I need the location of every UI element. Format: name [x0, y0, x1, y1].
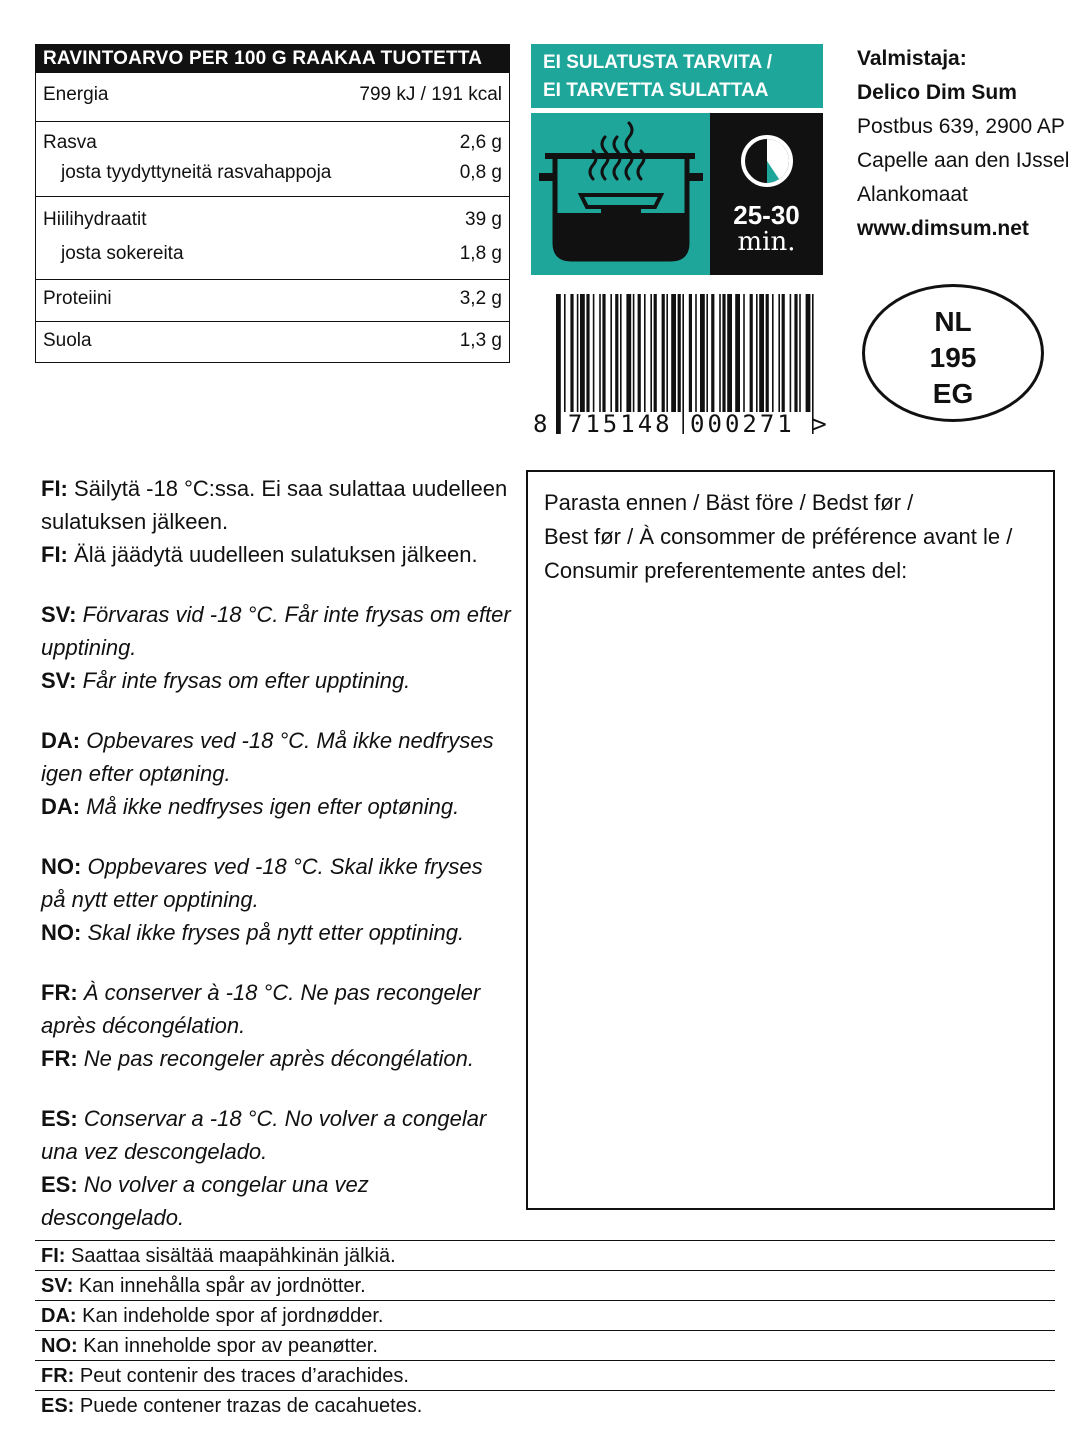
allergen-text: Kan indeholde spor af jordnødder.: [82, 1305, 384, 1327]
allergen-code: FR:: [41, 1365, 75, 1387]
allergen-row: [35, 1390, 1055, 1420]
no-thaw-line1: EI SULATUSTA TARVITA /: [543, 52, 773, 73]
barcode-digits: 8 715148 000271 >: [533, 410, 830, 438]
nutrition-group-fat: [36, 121, 509, 196]
storage-da: [41, 724, 511, 823]
allergen-text: Puede contener trazas de cacahuetes.: [79, 1395, 423, 1417]
health-mark-oval: [862, 284, 1044, 422]
allergen-row: [35, 1270, 1055, 1300]
nutrition-row-salt: [36, 328, 509, 354]
protein-value: 3,2 g: [459, 288, 502, 309]
nutrition-row-energy: [36, 73, 509, 121]
manufacturer-website: www.dimsum.net: [857, 217, 1029, 240]
allergen-row: [35, 1300, 1055, 1330]
storage-code: DA:: [41, 794, 81, 819]
allergen-text: Kan inneholde spor av peanøtter.: [83, 1335, 378, 1357]
storage-code: ES:: [41, 1172, 78, 1197]
manufacturer-label: Valmistaja:: [857, 47, 967, 70]
energy-value: 799 kJ / 191 kcal: [359, 84, 502, 105]
nutrition-row-saturated: [36, 156, 509, 190]
allergen-text: Kan innehålla spår av jordnötter.: [78, 1275, 366, 1297]
sugars-label: josta sokereita: [61, 243, 184, 264]
storage-text: Får inte frysas om efter upptining.: [82, 668, 411, 693]
nutrition-row-carbs: [36, 205, 509, 235]
nutrition-group-carbs: [36, 196, 509, 279]
best-before-box: [526, 470, 1055, 1210]
clock-icon: [739, 133, 795, 189]
storage-text: Älä jäädytä uudelleen sulatuksen jälkeen.: [74, 542, 478, 567]
cooking-method-panel: [531, 113, 710, 275]
storage-text: Må ikke nedfryses igen efter optøning.: [86, 794, 460, 819]
storage-code: SV:: [41, 668, 77, 693]
best-before-line1: Parasta ennen / Bäst före / Bedst før /: [544, 490, 914, 515]
storage-text: Ne pas recongeler après décongélation.: [83, 1046, 474, 1071]
fat-value: 2,6 g: [459, 132, 502, 153]
allergen-code: SV:: [41, 1275, 74, 1297]
no-thaw-line2: EI TARVETTA SULATTAA: [543, 80, 769, 101]
allergen-list: [35, 1240, 1055, 1420]
allergen-code: DA:: [41, 1305, 77, 1327]
storage-code: FR:: [41, 980, 78, 1005]
nutrition-row-sugars: [36, 235, 509, 273]
storage-text: Opbevares ved -18 °C. Må ikke nedfryses igen efter optøning.: [41, 728, 494, 786]
salt-value: 1,3 g: [459, 330, 502, 351]
manufacturer-name: Delico Dim Sum: [857, 81, 1017, 104]
manufacturer-address1: Postbus 639, 2900 AP: [857, 115, 1065, 138]
storage-no: [41, 850, 511, 949]
health-mark-line1: NL: [934, 306, 972, 337]
saturated-value: 0,8 g: [459, 162, 502, 183]
storage-code: FR:: [41, 1046, 78, 1071]
no-thaw-banner: [531, 44, 823, 108]
storage-code: DA:: [41, 728, 81, 753]
allergen-code: FI:: [41, 1245, 66, 1267]
allergen-text: Peut contenir des traces d’arachides.: [79, 1365, 409, 1387]
cooking-time-unit: min.: [737, 227, 796, 257]
storage-text: À conserver à -18 °C. Ne pas recongeler après décongélation.: [41, 980, 481, 1038]
nutrition-row-fat: [36, 130, 509, 156]
nutrition-header: RAVINTOARVO PER 100 G RAAKAA TUOTETTA: [36, 45, 509, 73]
storage-text: Conservar a -18 °C. No volver a congelar una vez descongelado.: [41, 1106, 487, 1164]
allergen-row: [35, 1330, 1055, 1360]
carbs-value: 39 g: [465, 209, 502, 230]
nutrition-group-salt: [36, 321, 509, 362]
cooking-time-range: 25-30: [733, 200, 800, 230]
allergen-row: [35, 1360, 1055, 1390]
protein-label: Proteiini: [43, 288, 112, 309]
storage-text: Förvaras vid -18 °C. Får inte frysas om efter upptining.: [41, 602, 511, 660]
manufacturer-address2: Capelle aan den IJssel: [857, 149, 1070, 172]
best-before-line2: Best før / À consommer de préférence avant le /: [544, 524, 1013, 549]
storage-text: No volver a congelar una vez descongelado.: [41, 1172, 369, 1230]
fat-label: Rasva: [43, 132, 97, 153]
carbs-label: Hiilihydraatit: [43, 209, 147, 230]
nutrition-group-protein: [36, 279, 509, 321]
storage-code: NO:: [41, 854, 82, 879]
health-mark-line3: EG: [932, 378, 974, 409]
storage-sv: [41, 598, 511, 697]
allergen-text: Saattaa sisältää maapähkinän jälkiä.: [71, 1245, 396, 1267]
salt-label: Suola: [43, 330, 92, 351]
steaming-pot-icon: [531, 113, 710, 275]
health-mark-line2: 195: [929, 342, 977, 373]
best-before-line3: Consumir preferentemente antes del:: [544, 558, 908, 583]
sugars-value: 1,8 g: [459, 243, 502, 264]
storage-text: Skal ikke fryses på nytt etter opptining.: [87, 920, 465, 945]
storage-code: NO:: [41, 920, 82, 945]
manufacturer-block: [857, 42, 1069, 246]
storage-instructions: [41, 472, 511, 1261]
storage-fi: [41, 472, 511, 571]
storage-code: ES:: [41, 1106, 78, 1131]
nutrition-table: [35, 44, 510, 363]
manufacturer-country: Alankomaat: [857, 183, 968, 206]
energy-label: Energia: [43, 84, 109, 105]
allergen-code: ES:: [41, 1395, 75, 1417]
storage-code: FI:: [41, 476, 68, 501]
storage-fr: [41, 976, 511, 1075]
storage-code: FI:: [41, 542, 68, 567]
storage-text: Oppbevares ved -18 °C. Skal ikke fryses på nytt etter opptining.: [41, 854, 483, 912]
nutrition-row-protein: [36, 286, 509, 312]
storage-text: Säilytä -18 °C:ssa. Ei saa sulattaa uudelleen sulatuksen jälkeen.: [41, 476, 508, 534]
storage-es: [41, 1102, 511, 1234]
storage-code: SV:: [41, 602, 77, 627]
saturated-label: josta tyydyttyneitä rasvahappoja: [61, 162, 332, 183]
allergen-row: [35, 1240, 1055, 1270]
allergen-code: NO:: [41, 1335, 78, 1357]
cooking-time-panel: [710, 113, 823, 275]
